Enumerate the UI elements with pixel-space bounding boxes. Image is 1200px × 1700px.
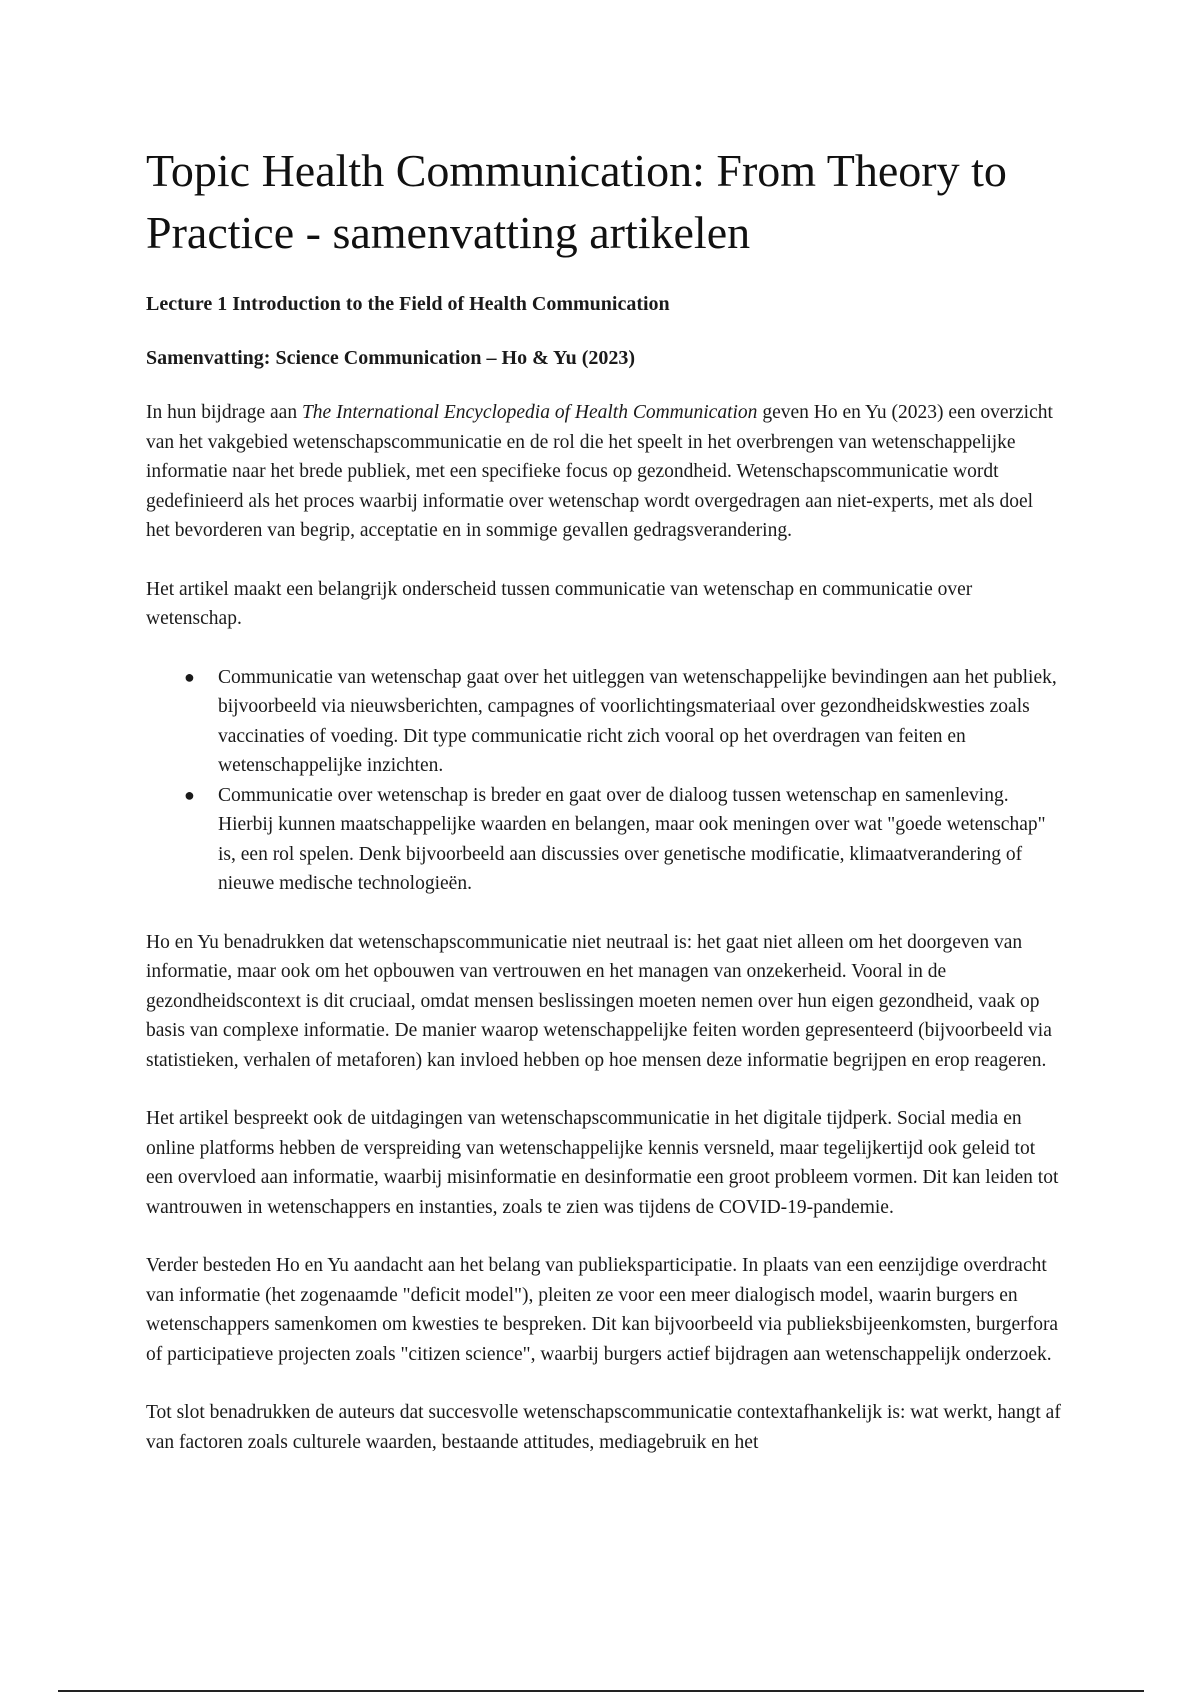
intro-text-before: In hun bijdrage aan <box>146 402 302 423</box>
document-title: Topic Health Communication: From Theory to Practice - samenvatting artikelen <box>146 145 1007 258</box>
page-bottom-divider <box>58 1690 1144 1692</box>
list-item-text: Communicatie van wetenschap gaat over het uitleggen van wetenschappelijke bevindingen aan het publiek, bijvoorbeeld via nieuwsberichten, campagnes of voorlichtingsmateriaal over gezondheidskwesties zoals vaccinaties of voeding. Dit type communicatie richt zich vooral op het overdragen van feiten en wetenschappelijke inzichten. <box>218 666 1057 776</box>
document-page <box>146 140 1061 1486</box>
bullet-icon: ● <box>184 784 195 805</box>
participation-paragraph: Verder besteden Ho en Yu aandacht aan het belang van publieksparticipatie. In plaats van een eenzijdige overdracht van informatie (het zogenaamde "deficit model"), pleiten ze voor een meer dialogisch model, waarin burgers en wetenschappers samenkomen om kwesties te bespreken. Dit kan bijvoorbeeld via publieksbijeenkomsten, burgerfora of participatieve projecten zoals "citizen science", waarbij burgers actief bijdragen aan wetenschappelijk onderzoek. <box>146 1255 1059 1365</box>
list-item <box>184 663 1061 781</box>
summary-heading: Samenvatting: Science Communication – Ho & Yu (2023) <box>146 347 636 369</box>
encyclopedia-title: The International Encyclopedia of Health Communication <box>301 402 758 423</box>
bullet-list <box>146 663 1061 899</box>
list-item-text: Communicatie over wetenschap is breder en gaat over de dialoog tussen wetenschap en samenleving. Hierbij kunnen maatschappelijke waarden en belangen, maar ook meningen over wat "goede wetenschap" is, een rol spelen. Denk bijvoorbeeld aan discussies over genetische modificatie, klimaatverandering of nieuwe medische technologieën. <box>218 784 1046 894</box>
bullet-icon: ● <box>184 666 195 687</box>
intro-paragraph <box>146 398 1061 546</box>
distinction-paragraph: Het artikel maakt een belangrijk onderscheid tussen communicatie van wetenschap en communicatie over wetenschap. <box>146 578 973 629</box>
intro-text-after: geven Ho en Yu (2023) een overzicht van het vakgebied wetenschapscommunicatie en de rol die het speelt in het overbrengen van wetenschappelijke informatie naar het brede publiek, met een specifieke focus op gezondheid. Wetenschapscommunicatie wordt gedefinieerd als het proces waarbij informatie over wetenschap wordt overgedragen aan niet-experts, met als doel het bevorderen van begrip, acceptatie en in sommige gevallen gedragsverandering. <box>146 402 1053 541</box>
list-item <box>184 781 1061 899</box>
digital-era-paragraph: Het artikel bespreekt ook de uitdagingen van wetenschapscommunicatie in het digitale tijdperk. Social media en online platforms hebben de verspreiding van wetenschappelijke kennis versneld, maar tegelijkertijd ook geleid tot een overvloed aan informatie, waarbij misinformatie en desinformatie een groot probleem vormen. Dit kan leiden tot wantrouwen in wetenschappers en instanties, zoals te zien was tijdens de COVID-19-pandemie. <box>146 1108 1059 1218</box>
neutrality-paragraph: Ho en Yu benadrukken dat wetenschapscommunicatie niet neutraal is: het gaat niet alleen om het doorgeven van informatie, maar ook om het opbouwen van vertrouwen en het managen van onzekerheid. Vooral in de gezondheidscontext is dit cruciaal, omdat mensen beslissingen moeten nemen over hun eigen gezondheid, vaak op basis van complexe informatie. De manier waarop wetenschappelijke feiten worden gepresenteerd (bijvoorbeeld via statistieken, verhalen of metaforen) kan invloed hebben op hoe mensen deze informatie begrijpen en erop reageren. <box>146 931 1052 1071</box>
lecture-heading: Lecture 1 Introduction to the Field of Health Communication <box>146 293 670 315</box>
conclusion-paragraph: Tot slot benadrukken de auteurs dat succesvolle wetenschapscommunicatie contextafhankelijk is: wat werkt, hangt af van factoren zoals culturele waarden, bestaande attitudes, mediagebruik en het <box>146 1402 1061 1453</box>
